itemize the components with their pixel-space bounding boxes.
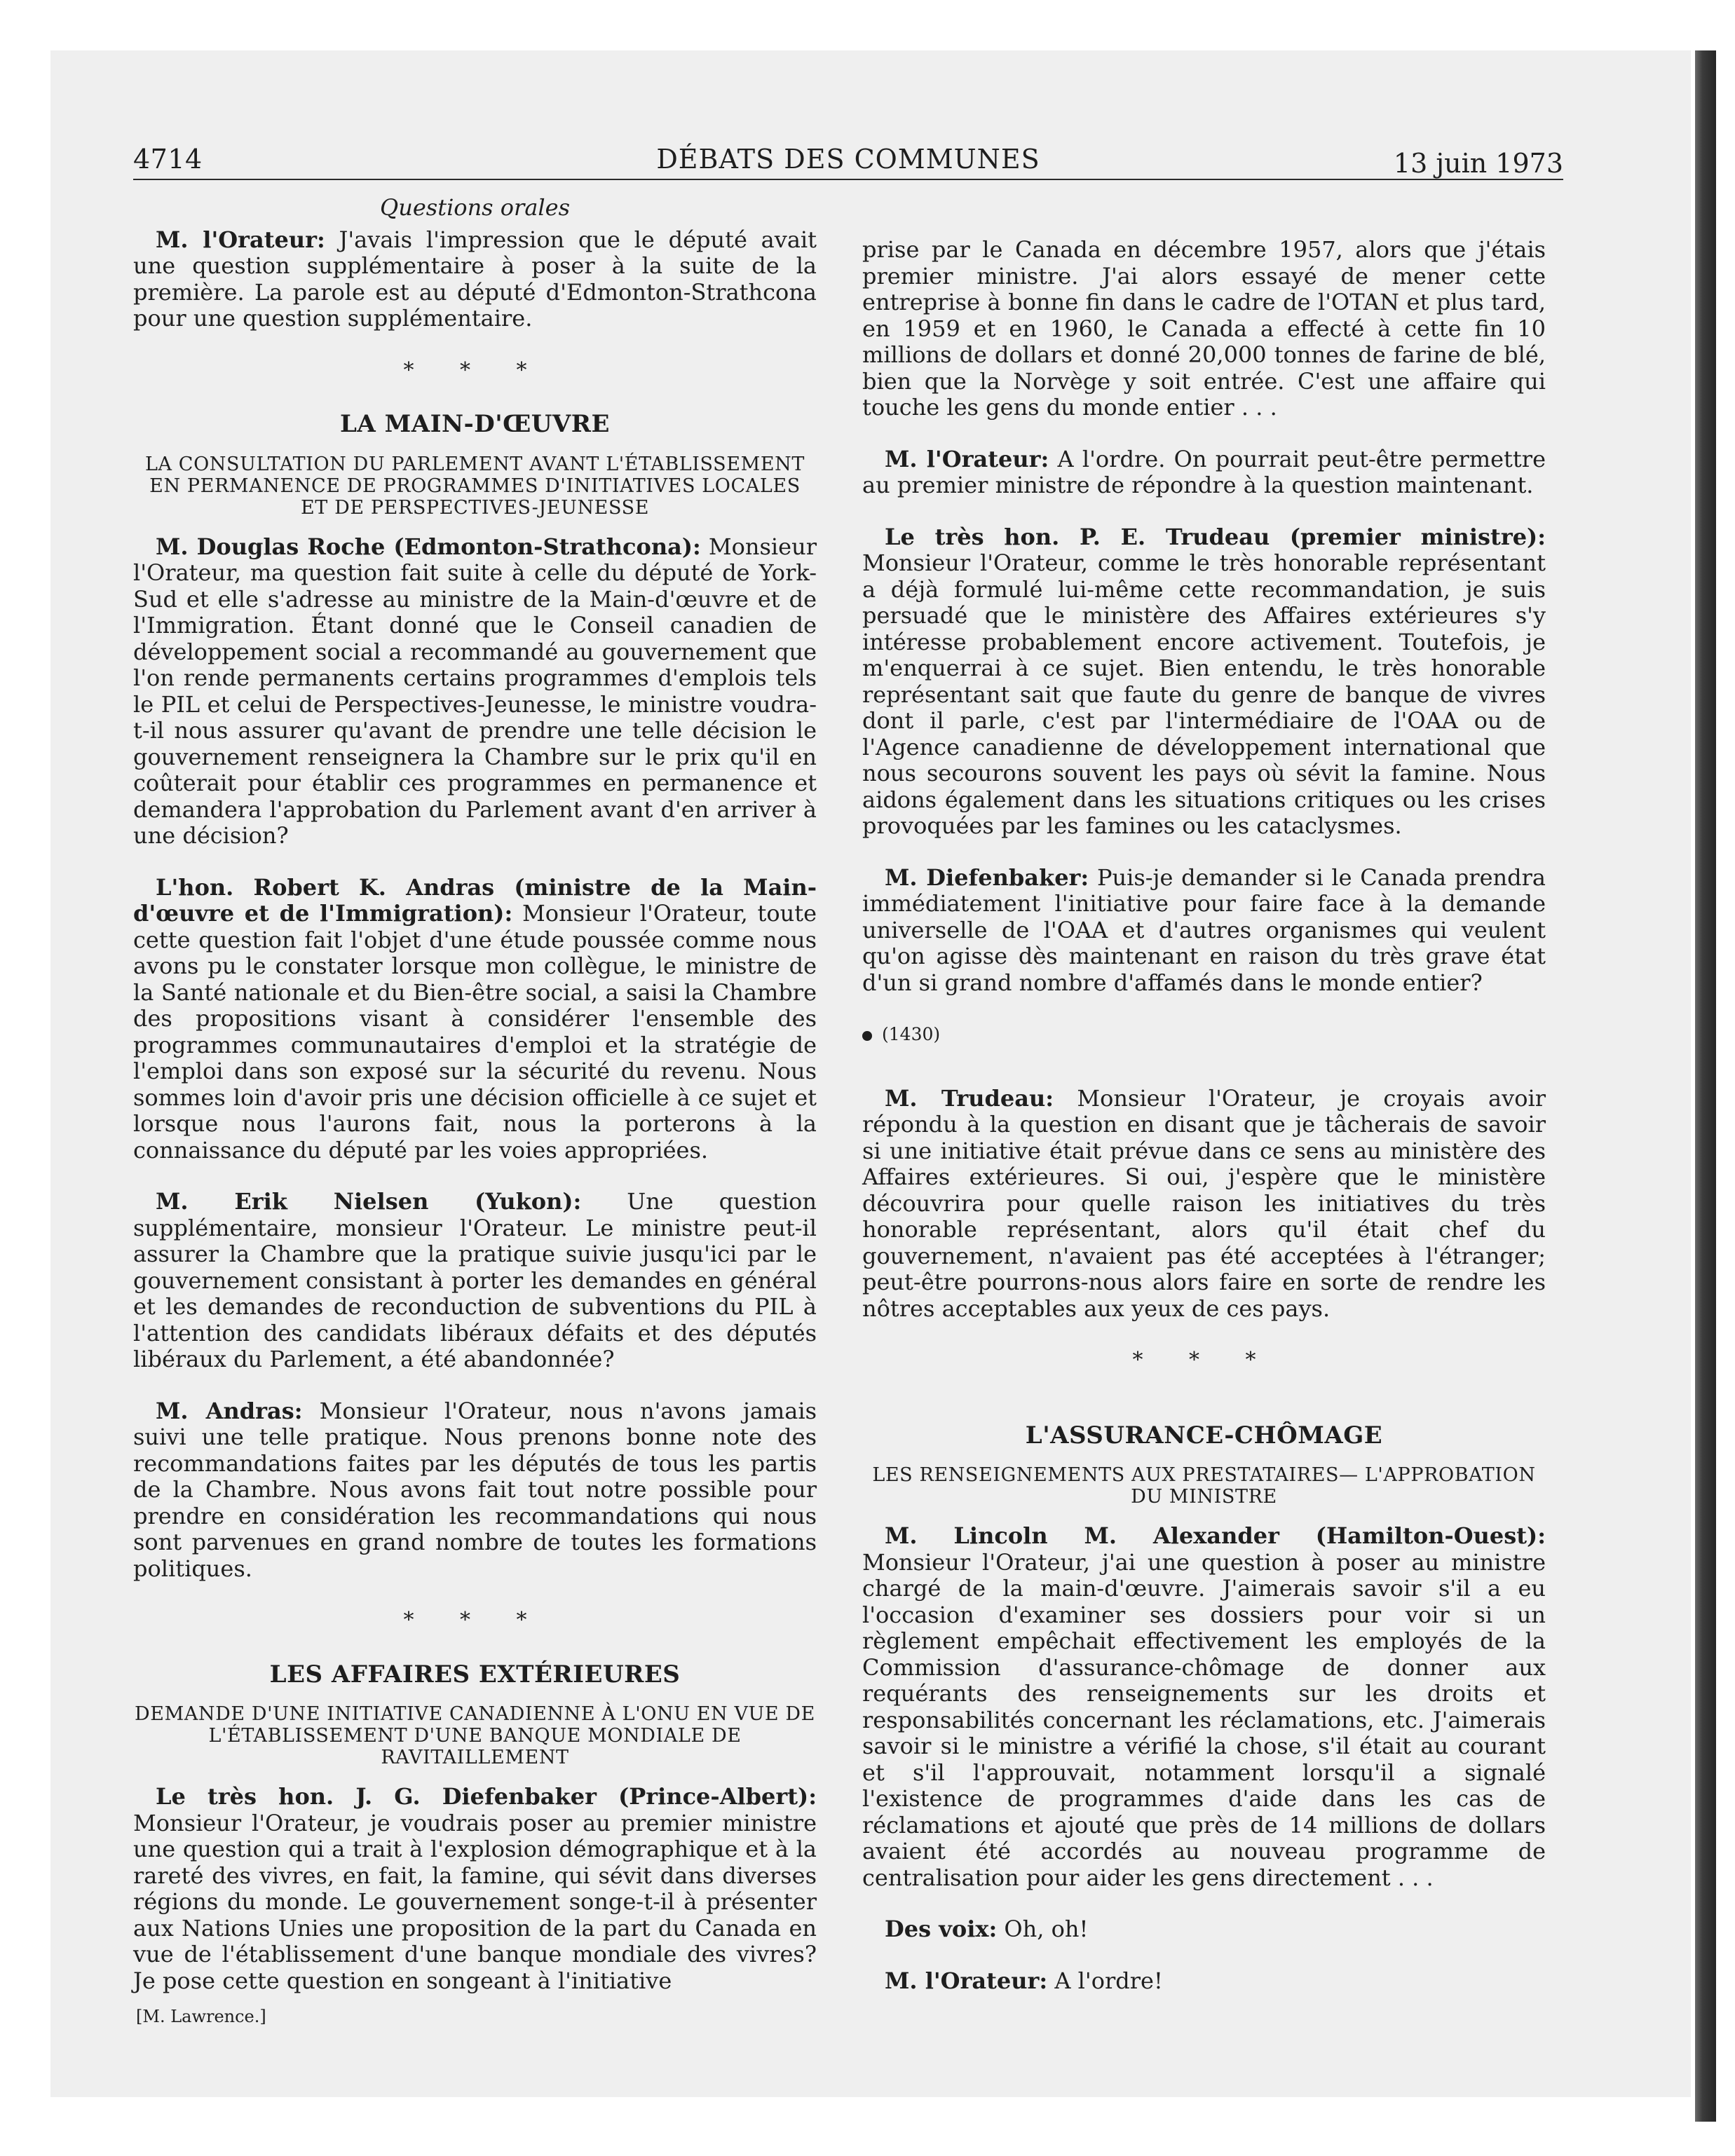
speech-text: Monsieur l'Orateur, ma question fait suite à celle du député de York-Sud et elle s'adresse au ministre de la Main-d'œuvre et de l'Immigration. Étant donné que le Conseil canadien de développement social a recommandé au gouvernement que l'on rende permanents certains programmes d'emplois tels le PIL et celui de Perspectives-Jeunesse, le ministre voudra-t-il nous assurer qu'avant de prendre une telle décision le gouvernement renseignera la Chambre sur le prix qu'il en coûterait pour établir ces programmes en permanence et demandera l'approbation du Parlement avant d'en arriver à une décision?	[133, 533, 817, 849]
speech-text: A l'ordre. On pourrait peut-être permettre au premier ministre de répondre à la question maintenant.	[862, 445, 1546, 498]
speaker-name: M. Erik Nielsen (Yukon):	[156, 1188, 582, 1215]
paragraph	[862, 1086, 1546, 1323]
paragraph	[133, 1784, 817, 1994]
paragraph	[133, 1398, 817, 1583]
speech-text: Monsieur l'Orateur, je croyais avoir répondu à la question en disant que je tâcherais de savoir si une initiative était prévue dans ce sens au ministère des Affaires extérieures. Si oui, j'espère que le ministère découvrira pour quelle raison les initiatives du très honorable représentant, alors qu'il était chef du gouvernement, n'avaient pas été acceptées à l'étranger; peut-être pourrons-nous alors faire en sorte de rendre les nôtres acceptables aux yeux de ces pays.	[862, 1084, 1546, 1322]
speaker-name: Le très hon. P. E. Trudeau (premier ministre):	[885, 523, 1546, 550]
speech-text: J'avais l'impression que le député avait une question supplémentaire à poser à la suite de la première. La parole est au député d'Edmonton-Strathcona pour une question supplémentaire.	[133, 226, 817, 332]
speaker-name: M. l'Orateur:	[885, 1967, 1048, 1994]
running-head: Questions orales	[380, 194, 570, 221]
right-column	[862, 237, 1546, 2019]
issue-date: 13 juin 1973	[1393, 148, 1563, 179]
paragraph	[862, 446, 1546, 499]
section-heading: L'ASSURANCE-CHÔMAGE	[1025, 1421, 1383, 1449]
speech-text: Monsieur l'Orateur, toute cette question fait l'objet d'une étude poussée comme nous avons pu le constater lorsque mon collègue, le ministre de la Santé nationale et du Bien-être social, a saisi la Chambre des propositions visant à considérer l'ensemble des programmes communautaires d'emploi et la stratégie de l'emploi dans son exposé sur la sécurité du revenu. Nous sommes loin d'avoir pris une décision officielle à ce sujet et lorsque nous l'aurons fait, nous la porterons à la connaissance du député par les voies appropriées.	[133, 900, 817, 1164]
speaker-name: M. l'Orateur:	[156, 226, 325, 253]
paragraph	[133, 1189, 817, 1373]
section-subheading: LES RENSEIGNEMENTS AUX PRESTATAIRES— L'APPROBATION DU MINISTRE	[872, 1464, 1536, 1508]
speech-text: prise par le Canada en décembre 1957, alors que j'étais premier ministre. J'ai alors essayé de mener cette entreprise à bonne fin dans le cadre de l'OTAN et plus tard, en 1959 et en 1960, le Canada a effecté à cette fin 10 millions de dollars et donné 20,000 tonnes de farine de blé, bien que la Norvège y soit entrée. C'est une affaire qui touche les gens du monde entier . . .	[862, 236, 1546, 421]
time-marker	[862, 1021, 1546, 1048]
speaker-name: M. Lincoln M. Alexander (Hamilton-Ouest):	[885, 1522, 1546, 1549]
footer-note: [M. Lawrence.]	[136, 2007, 266, 2026]
speaker-name: M. l'Orateur:	[885, 445, 1049, 472]
time-marker-text: (1430)	[882, 1024, 941, 1044]
page-number: 4714	[133, 144, 203, 175]
paragraph	[133, 875, 817, 1164]
paragraph	[862, 1968, 1546, 1995]
page-header	[133, 144, 1563, 179]
speech-text: Monsieur l'Orateur, je voudrais poser au premier ministre une question qui a trait à l'explosion démographique et à la rareté des vivres, en fait, la famine, qui sévit dans diverses régions du monde. Le gouvernement songe-t-il à présenter aux Nations Unies une proposition de la part du Canada en vue de l'établissement d'une banque mondiale des vivres? Je pose cette question en songeant à l'initiative	[133, 1809, 817, 1994]
speech-text: Oh, oh!	[997, 1916, 1089, 1942]
section-subheading: LA CONSULTATION DU PARLEMENT AVANT L'ÉTABLISSEMENT EN PERMANENCE DE PROGRAMMES D'INITIATIVES LOCALES ET DE PERSPECTIVES-JEUNESSE	[145, 453, 805, 519]
section-separator: * * *	[1132, 1348, 1276, 1372]
speaker-name: Des voix:	[885, 1916, 998, 1942]
speaker-name: L'hon. Robert K. Andras (ministre de la Main-d'œuvre et de l'Immigration):	[133, 873, 817, 927]
paragraph	[133, 534, 817, 850]
paragraph	[862, 865, 1546, 997]
speaker-name: M. Trudeau:	[885, 1084, 1054, 1112]
paragraph	[133, 227, 817, 332]
bullet-icon	[862, 1031, 872, 1041]
speaker-name: M. Douglas Roche (Edmonton-Strathcona):	[156, 533, 701, 560]
section-heading: LA MAIN-D'ŒUVRE	[340, 410, 610, 438]
paragraph-continued	[862, 237, 1546, 421]
speech-text: Monsieur l'Orateur, comme le très honorable représentant a déjà formulé lui-même cette recommandation, je suis persuadé que le ministère des Affaires extérieures s'y intéresse probablement encore activement. Toutefois, je m'enquerrai à ce sujet. Bien entendu, le très honorable représentant sait que faute du genre de banque de vivres dont il parle, c'est par l'intermédiaire de l'OAA ou de l'Agence canadienne de développement international que nous secourons souvent les pays où sévit la famine. Nous aidons également dans les situations critiques ou les crises provoquées par les famines ou les cataclysmes.	[862, 550, 1546, 839]
paragraph	[862, 524, 1546, 840]
speech-text: Puis-je demander si le Canada prendra immédiatement l'initiative pour faire face à la demande universelle de l'OAA et d'autres organismes qui veulent qu'on agisse dès maintenant en raison du très grave état d'un si grand nombre d'affamés dans le monde entier?	[862, 864, 1546, 996]
publication-title: DÉBATS DES COMMUNES	[656, 144, 1040, 175]
scan-edge-shadow	[1695, 50, 1716, 2122]
speech-text: A l'ordre!	[1047, 1967, 1163, 1994]
speaker-name: Le très hon. J. G. Diefenbaker (Prince-Albert):	[156, 1783, 817, 1810]
section-separator: * * *	[403, 1608, 547, 1632]
paragraph	[862, 1523, 1546, 1891]
section-subheading: DEMANDE D'UNE INITIATIVE CANADIENNE À L'ONU EN VUE DE L'ÉTABLISSEMENT D'UNE BANQUE MONDIALE DE RAVITAILLEMENT	[135, 1703, 815, 1768]
section-heading: LES AFFAIRES EXTÉRIEURES	[269, 1660, 681, 1688]
speaker-name: M. Diefenbaker:	[885, 864, 1089, 891]
left-column	[133, 195, 817, 2031]
speech-text: Monsieur l'Orateur, nous n'avons jamais suivi une telle pratique. Nous prenons bonne note des recommandations faites par les députés de tous les partis de la Chambre. Nous avons fait tout notre possible pour prendre en considération les recommandations qui nous sont parvenues en grand nombre de toutes les formations politiques.	[133, 1397, 817, 1582]
speech-text: Monsieur l'Orateur, j'ai une question à poser au ministre chargé de la main-d'œuvre. J'aimerais savoir s'il a eu l'occasion d'examiner ses dossiers pour voir si un règlement empêchait effectivement les employés de la Commission d'assurance-chômage de donner aux requérants des renseignements sur les droits et responsabilités concernant les réclamations, etc. J'aimerais savoir si le ministre a vérifié la chose, s'il était au courant et s'il l'approuvait, notamment lorsqu'il a signalé l'existence de programmes d'aide dans les cas de réclamations et ajouté que près de 14 millions de dollars avaient été accordés au nouveau programme de centralisation pour aider les gens directement . . .	[862, 1548, 1546, 1891]
paragraph	[862, 1916, 1546, 1943]
speaker-name: M. Andras:	[156, 1397, 303, 1424]
speech-text: Une question supplémentaire, monsieur l'Orateur. Le ministre peut-il assurer la Chambre que la pratique suivie jusqu'ici par le gouvernement consistant à porter les demandes en général et les demandes de reconduction de subventions du PIL à l'attention des candidats libéraux défaits et des députés libéraux du Parlement, a été abandonnée?	[133, 1188, 817, 1372]
header-rule	[133, 179, 1563, 180]
section-separator: * * *	[403, 357, 547, 383]
